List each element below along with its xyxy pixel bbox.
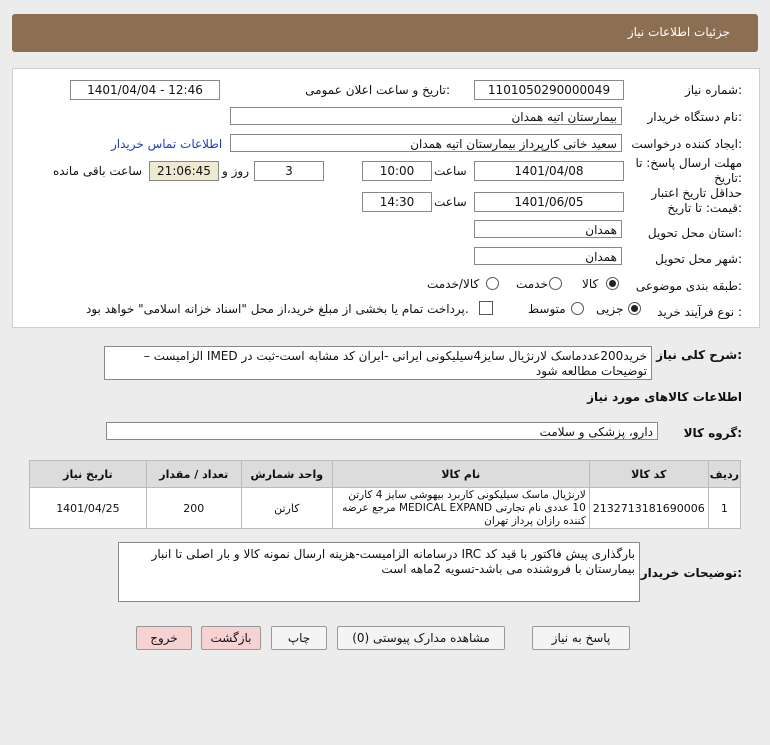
need-number-label: شماره نیاز: — [684, 83, 742, 97]
goods-group-field: دارو، پزشکی و سلامت — [106, 422, 658, 440]
cell-need-date: 1401/04/25 — [30, 488, 147, 529]
days-field: 3 — [254, 161, 324, 181]
province-field: همدان — [474, 220, 622, 238]
goods-table — [29, 460, 741, 529]
process-type-label: نوع فرآیند خرید : — [657, 305, 742, 319]
city-label: شهر محل تحویل: — [655, 252, 742, 266]
column-header-item-code: کد کالا — [589, 461, 708, 488]
deadline-time-label: ساعت — [434, 164, 467, 178]
column-header-quantity: تعداد / مقدار — [146, 461, 241, 488]
print-button[interactable]: چاپ — [271, 626, 327, 650]
process-partial-radio[interactable] — [628, 302, 641, 315]
treasury-payment-checkbox[interactable] — [479, 301, 493, 315]
cell-item-code: 2132713181690006 — [589, 488, 708, 529]
process-partial-label: جزیی — [596, 302, 624, 316]
cell-quantity: 200 — [146, 488, 241, 529]
category-service-label: خدمت — [516, 277, 548, 291]
creator-label: ایجاد کننده درخواست: — [631, 137, 742, 151]
deadline-label: مهلت ارسال پاسخ: تا تاریخ: — [635, 156, 742, 185]
page-title: جزئیات اطلاعات نیاز — [627, 25, 730, 39]
buyer-notes-label: توضیحات خریدار: — [640, 566, 742, 580]
remaining-time-field: 21:06:45 — [149, 161, 219, 181]
category-goods-service-radio[interactable] — [486, 277, 499, 290]
buyer-org-field: بیمارستان اتیه همدان — [230, 107, 622, 125]
summary-text: خرید200عددماسک لارنژیال سایز4سیلیکونی ایرانی -ایران کد مشابه است-ثبت در IMED الزامیست – توضیحات مطالعه شود — [104, 346, 652, 380]
column-header-row-number: ردیف — [708, 461, 740, 488]
validity-label: حداقل تاریخ اعتبار قیمت: تا تاریخ: — [651, 186, 742, 215]
validity-time-field: 14:30 — [362, 192, 432, 212]
category-goods-label: کالا — [582, 277, 599, 291]
announce-datetime-label: تاریخ و ساعت اعلان عمومی: — [305, 83, 450, 97]
column-header-unit: واحد شمارش — [241, 461, 332, 488]
page-header — [12, 14, 758, 52]
province-label: استان محل تحویل: — [647, 226, 742, 240]
treasury-payment-note: پرداخت تمام یا بخشی از مبلغ خرید،از محل "اسناد خزانه اسلامی" خواهد بود. — [86, 302, 469, 316]
validity-date-field: 1401/06/05 — [474, 192, 624, 212]
buyer-contact-link[interactable]: اطلاعات تماس خریدار — [111, 137, 223, 151]
category-label: طبقه بندی موضوعی: — [635, 279, 742, 293]
process-medium-label: متوسط — [528, 302, 566, 316]
goods-section-title: اطلاعات کالاهای مورد نیاز — [587, 390, 742, 404]
buyer-notes-text: بارگذاری پیش فاکتور با قید کد IRC درسامانه الزامیست-هزینه ارسال نمونه کالا و بار اصلی تا انبار بیمارستان با فروشنده می باشد-تسویه 2ماهه است — [118, 542, 640, 602]
category-goods-radio[interactable] — [606, 277, 619, 290]
exit-button[interactable]: خروج — [136, 626, 192, 650]
column-header-item-name: نام کالا — [332, 461, 589, 488]
attachments-button[interactable]: مشاهده مدارک پیوستی (0) — [337, 626, 505, 650]
validity-time-label: ساعت — [434, 195, 467, 209]
remaining-time-label: ساعت باقی مانده — [53, 164, 143, 178]
cell-row-number: 1 — [708, 488, 740, 529]
category-service-radio[interactable] — [549, 277, 562, 290]
deadline-date-field: 1401/04/08 — [474, 161, 624, 181]
announce-datetime-field: 1401/04/04 - 12:46 — [70, 80, 220, 100]
process-medium-radio[interactable] — [571, 302, 584, 315]
city-field: همدان — [474, 247, 622, 265]
need-number-field: 1101050290000049 — [474, 80, 624, 100]
back-button[interactable]: بازگشت — [201, 626, 261, 650]
goods-group-label: گروه کالا: — [683, 426, 742, 440]
deadline-time-field: 10:00 — [362, 161, 432, 181]
creator-field: سعید خانی کارپرداز بیمارستان اتیه همدان — [230, 134, 622, 152]
summary-label: شرح کلی نیاز: — [656, 348, 742, 362]
column-header-need-date: تاریخ نیاز — [30, 461, 147, 488]
category-goods-service-label: کالا/خدمت — [427, 277, 480, 291]
buyer-org-label: نام دستگاه خریدار: — [647, 110, 742, 124]
table-row — [30, 488, 741, 529]
days-label: روز و — [222, 164, 249, 178]
cell-unit: کارتن — [241, 488, 332, 529]
table-header-row — [30, 461, 741, 488]
reply-button[interactable]: پاسخ به نیاز — [532, 626, 630, 650]
cell-item-name: لارنژیال ماسک سیلیکونی کاربرد بیهوشی سایز 4 کارتن 10 عددی نام تجارتی MEDICAL EXPAND مرجع عرضه کننده رازان پرداز تهران — [332, 488, 589, 529]
